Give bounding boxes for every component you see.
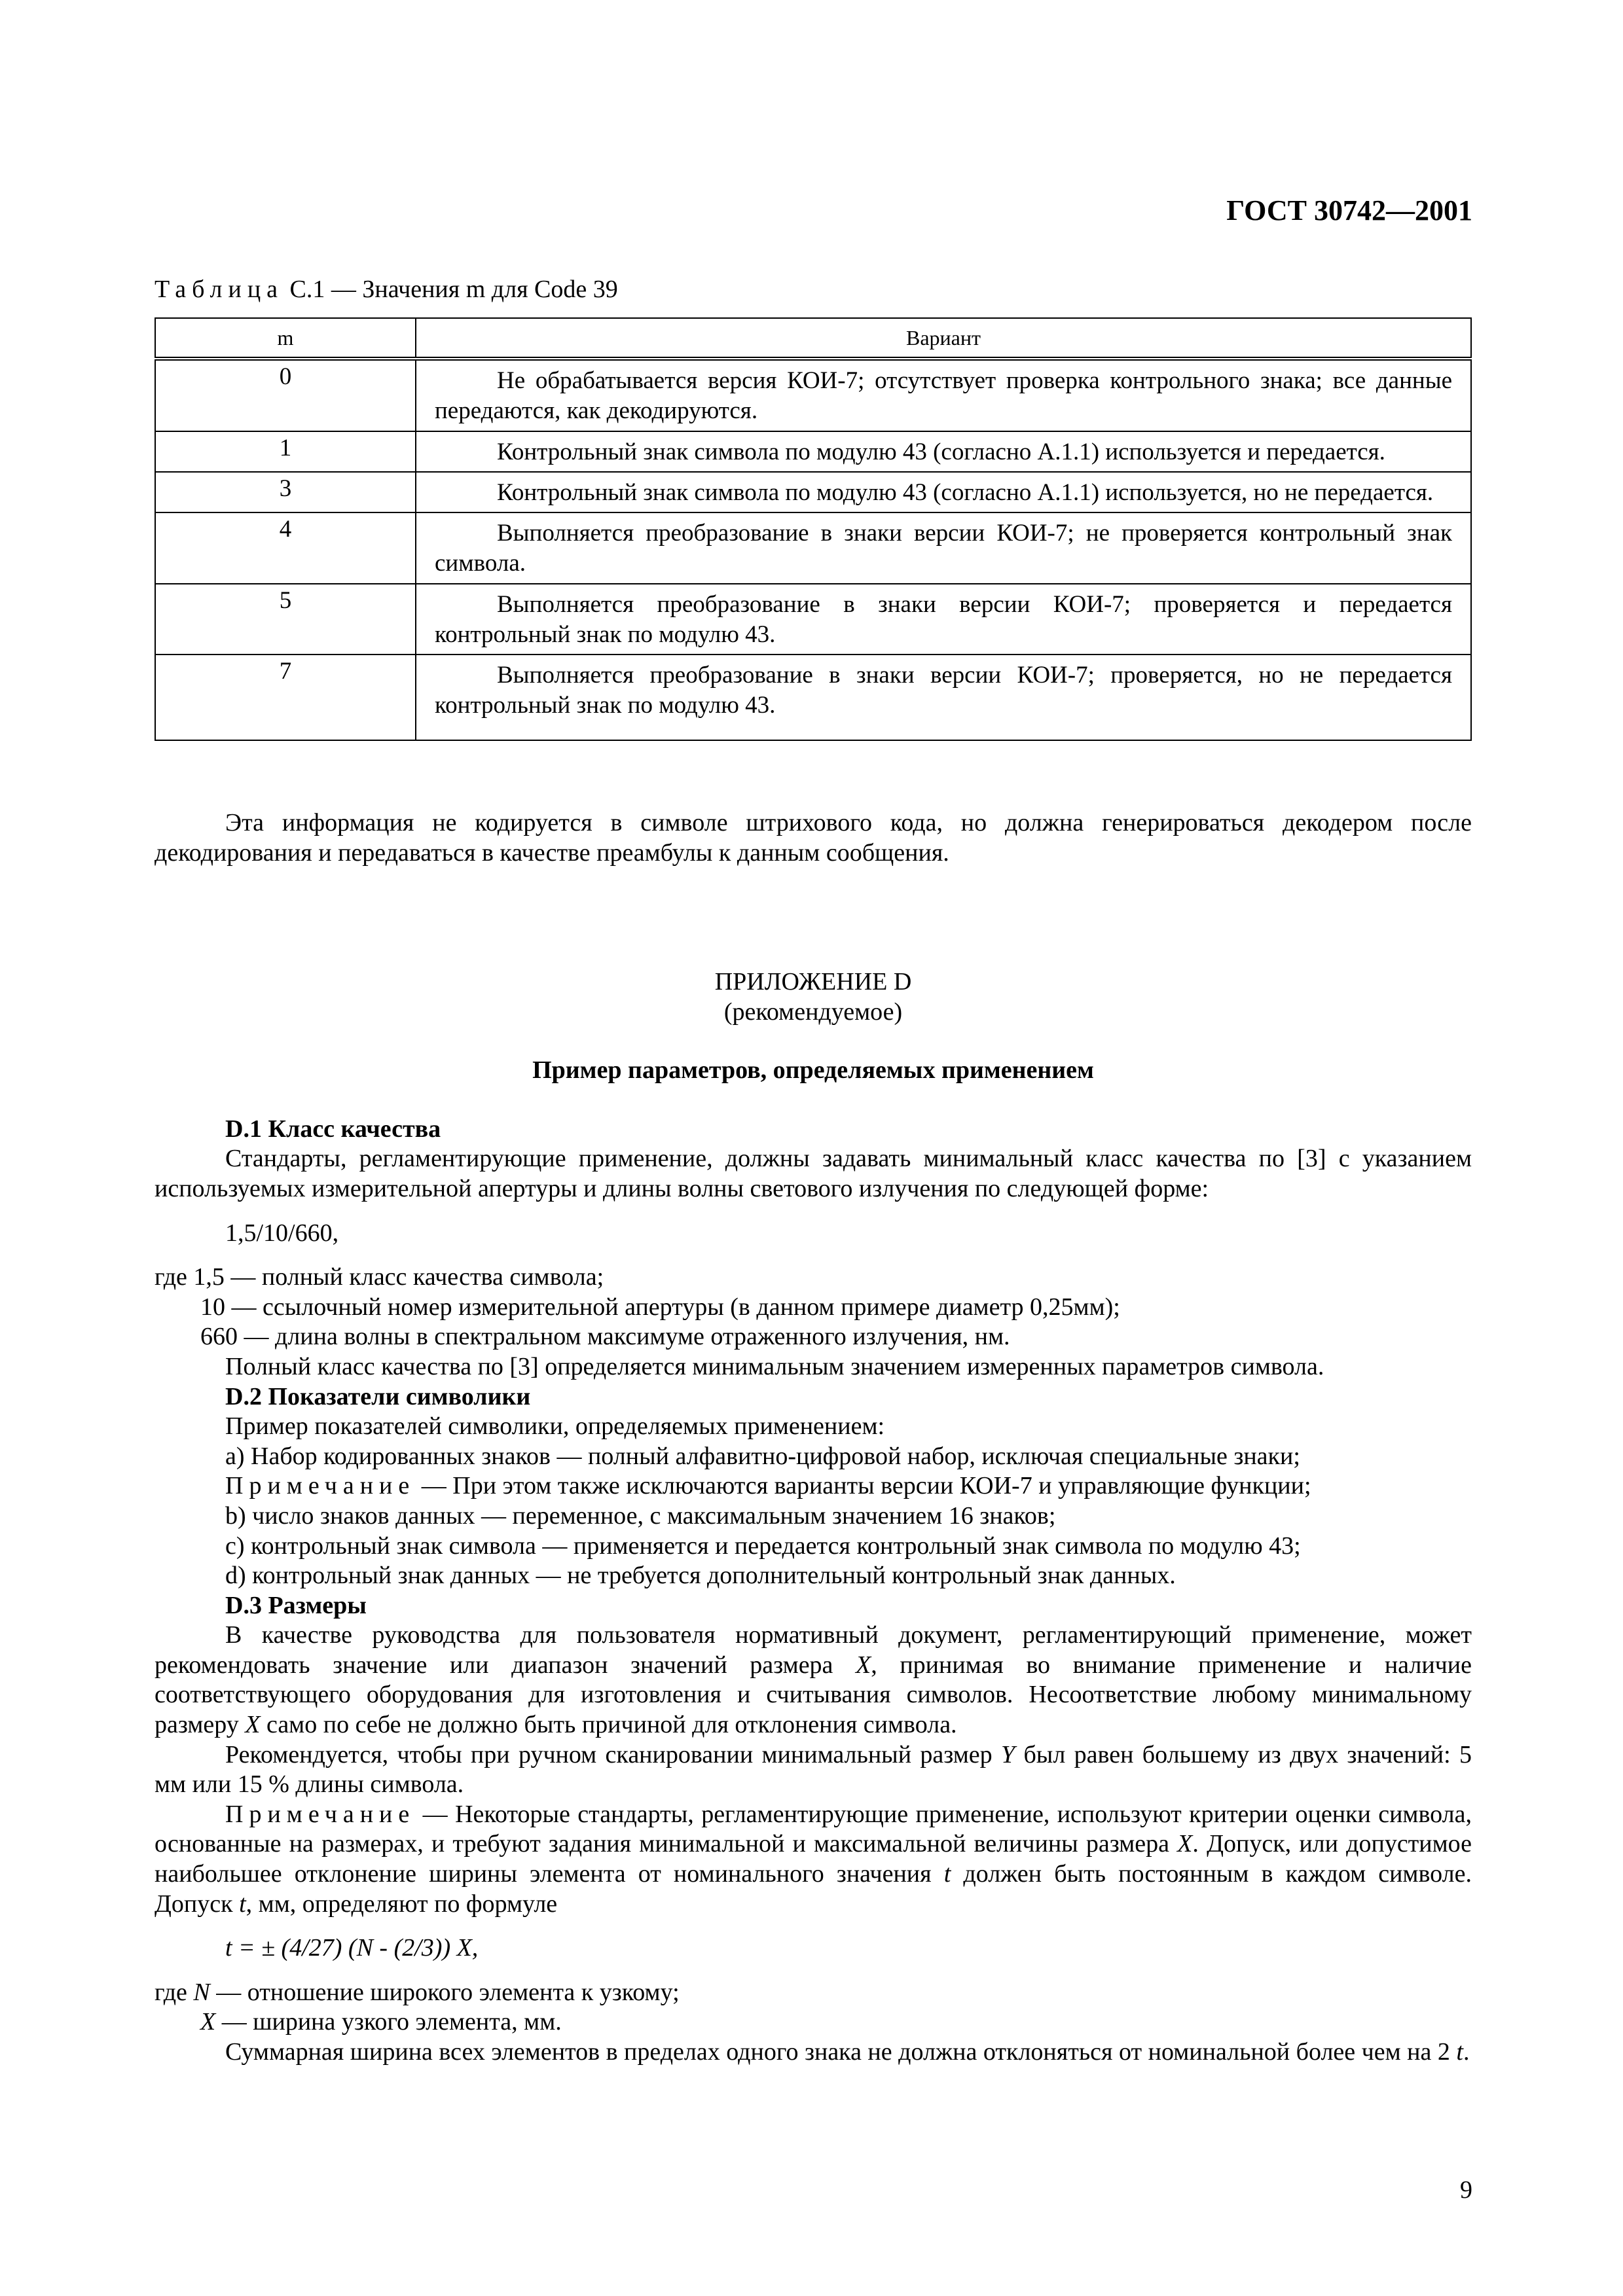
list-item: c) контрольный знак символа — применяется и передается контрольный знак символа по модулю 43; [225, 1532, 1301, 1560]
section-d2-heading: D.2 Показатели символики [225, 1382, 531, 1410]
cell-m: 1 [155, 431, 416, 472]
cell-variant: Не обрабатывается версия КОИ-7; отсутствует проверка контрольного знака; все данные передаются, как декодируются. [416, 359, 1471, 431]
section-d3-paragraph: Рекомендуется, чтобы при ручном сканировании минимальный размер Y был равен большему из двух значений: 5 мм или 15 % длины символа. [155, 1740, 1472, 1799]
table-row [155, 512, 1471, 584]
table-caption [155, 275, 618, 304]
section-d2-intro: Пример показателей символики, определяемых применением: [225, 1412, 885, 1441]
where-item: X — ширина узкого элемента, мм. [200, 2008, 562, 2036]
list-item: a) Набор кодированных знаков — полный алфавитно-цифровой набор, исключая специальные знаки; [225, 1442, 1300, 1470]
page-number: 9 [1460, 2176, 1472, 2204]
section-d3-heading: D.3 Размеры [225, 1591, 367, 1619]
cell-m: 3 [155, 472, 416, 512]
where-item: где N — отношение широкого элемента к узкому; [155, 1978, 680, 2006]
cell-variant: Выполняется преобразование в знаки версии КОИ-7; не проверяется контрольный знак символа. [416, 512, 1471, 584]
section-d1-paragraph: Полный класс качества по [3] определяется минимальным значением измеренных параметров символа. [225, 1352, 1324, 1380]
note-label: Примечание [225, 1472, 416, 1500]
appendix-title: ПРИЛОЖЕНИЕ D [714, 968, 912, 996]
table-caption-text: С.1 — Значения m для Code 39 [283, 276, 618, 303]
section-d1-paragraph: Стандарты, регламентирующие применение, должны задавать минимальный класс качества по [3] с указанием используемых измерительной апертуры и длины волны светового излучения по следующей форме: [155, 1145, 1472, 1202]
document-number: ГОСТ 30742—2001 [1226, 194, 1472, 226]
where-item: где 1,5 — полный класс качества символа; [155, 1263, 604, 1291]
after-table-block [155, 808, 1472, 868]
values-table [155, 317, 1472, 741]
cell-m: 7 [155, 655, 416, 740]
cell-variant: Выполняется преобразование в знаки версии КОИ-7; проверяется, но не передается контрольный знак по модулю 43. [416, 655, 1471, 740]
cell-m: 5 [155, 584, 416, 655]
cell-variant: Контрольный знак символа по модулю 43 (согласно А.1.1) используется и передается. [416, 431, 1471, 472]
cell-m: 4 [155, 512, 416, 584]
appendix-subtitle: (рекомендуемое) [723, 997, 903, 1026]
cell-variant: Выполняется преобразование в знаки версии КОИ-7; проверяется и передается контрольный знак по модулю 43. [416, 584, 1471, 655]
note-text: — При этом также исключаются варианты версии КОИ-7 и управляющие функции; [415, 1472, 1311, 1500]
section-d3-paragraph: В качестве руководства для пользователя нормативный документ, регламентирующий применение, может рекомендовать значение или диапазон значений размера X, принимая во внимание применение и наличие соответствующего оборудования для изготовления и считывания символов. Несоответствие любому минимальному размеру X само по себе не должно быть причиной для отклонения символа. [155, 1621, 1472, 1739]
tolerance-formula: t = ± (4/27) (N - (2/3)) X, [225, 1934, 479, 1962]
note: Примечание — Некоторые стандарты, регламентирующие применение, используют критерии оценки символа, основанные на размерах, и требуют задания минимальной и максимальной величины размера X. Допуск, или допустимое наибольшее отклонение ширины элемента от номинального значения t должен быть постоянным в каждом символе. Допуск t, мм, определяют по формуле [155, 1800, 1472, 1918]
where-item: 10 — ссылочный номер измерительной апертуры (в данном примере диаметр 0,25мм); [200, 1293, 1120, 1321]
cell-variant: Контрольный знак символа по модулю 43 (согласно А.1.1) используется, но не передается. [416, 472, 1471, 512]
quality-formula: 1,5/10/660, [225, 1219, 339, 1247]
section-d1-heading: D.1 Класс качества [225, 1115, 441, 1143]
table-row [155, 359, 1471, 431]
appendix-heading: Пример параметров, определяемых применением [532, 1056, 1094, 1085]
list-item: b) число знаков данных — переменное, с максимальным значением 16 знаков; [225, 1501, 1056, 1530]
table-row [155, 431, 1471, 472]
where-item: 660 — длина волны в спектральном максимуме отраженного излучения, нм. [200, 1323, 1010, 1351]
section-d3-final: Суммарная ширина всех элементов в пределах одного знака не должна отклоняться от номинальной более чем на 2 t. [225, 2038, 1470, 2066]
note [155, 1471, 1472, 1501]
table-header-row [155, 318, 1471, 359]
table-row [155, 584, 1471, 655]
cell-m: 0 [155, 359, 416, 431]
after-table-paragraph: Эта информация не кодируется в символе штрихового кода, но должна генерироваться декодером после декодирования и передаваться в качестве преамбулы к данным сообщения. [155, 809, 1472, 867]
column-header-m: m [155, 318, 416, 359]
table-row [155, 655, 1471, 740]
column-header-variant: Вариант [416, 318, 1471, 359]
note-label: Примечание [225, 1800, 416, 1828]
appendix-block [155, 967, 1472, 2068]
table-caption-prefix: Таблица [155, 276, 284, 303]
table-row [155, 472, 1471, 512]
list-item: d) контрольный знак данных — не требуется дополнительный контрольный знак данных. [225, 1562, 1176, 1590]
